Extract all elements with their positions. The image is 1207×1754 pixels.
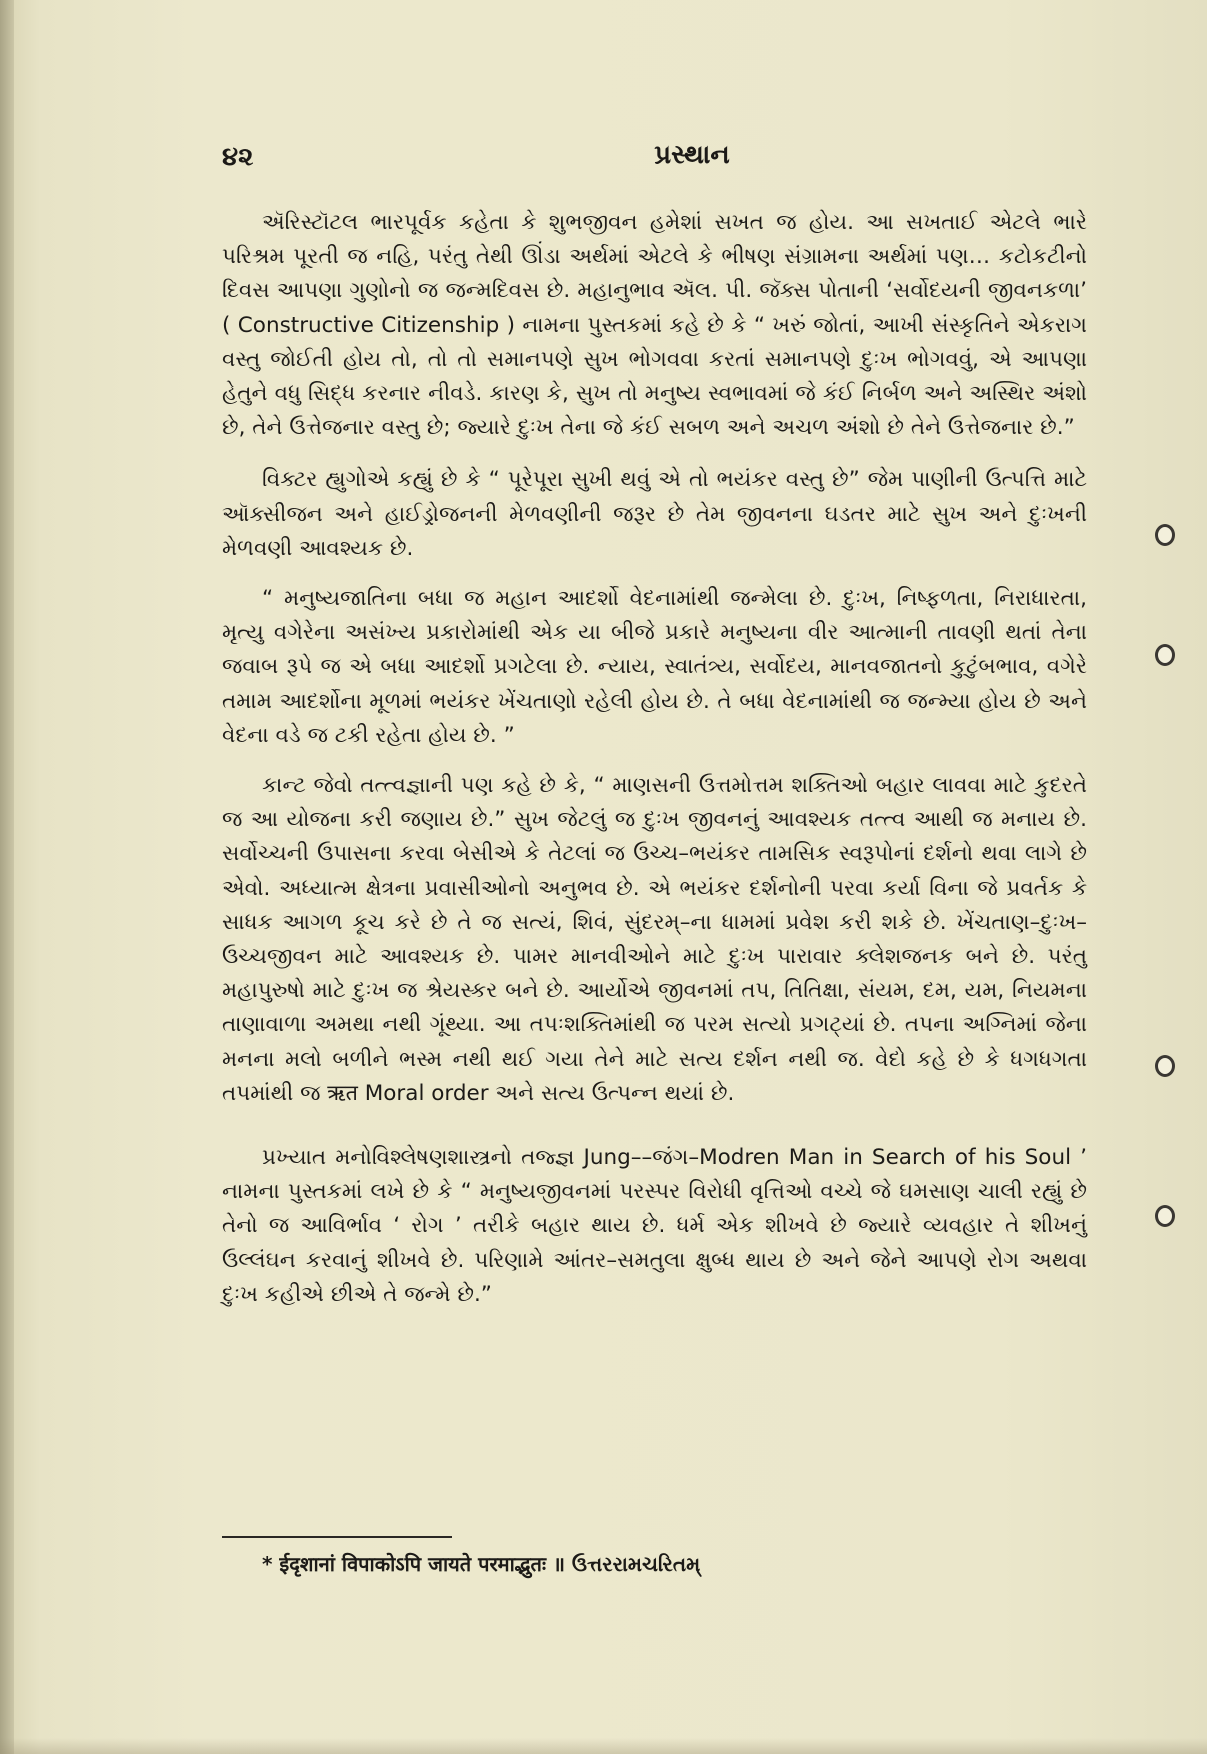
binding-hole-icon — [1155, 644, 1175, 666]
running-title: પ્રસ્થાન — [654, 140, 730, 170]
footnote-divider — [222, 1536, 452, 1538]
binding-hole-icon — [1155, 524, 1175, 546]
paragraph-5: પ્રખ્યાત મનોવિશ્લેષણશાસ્ત્રનો તજ્જ્ઞ Jung––જંગ–Modren Man in Search of his Soul ’ નામના પુસ્તકમાં લખે છે કે “ મનુષ્યજીવનમાં પરસ્પર વિરોધી વૃત્તિઓ વચ્ચે જે ઘમસાણ ચાલી રહ્યું છે તેનો જ આવિર્ભાવ ‘ રોગ ’ તરીકે બહાર થાય છે. ધર્મ એક શીખવે છે જ્યારે વ્યવહાર તે શીખનું ઉલ્લંઘન કરવાનું શીખવે છે. પરિણામે આંતર–સમતુલા ક્ષુબ્ધ થાય છે અને જેને આપણે રોગ અથવા દુઃખ કહીએ છીએ તે જન્મે છે.” — [222, 1145, 1087, 1307]
paragraph-2: વિક્ટર હ્યુગોએ કહ્યું છે કે “ પૂરેપૂરા સુખી થવું એ તો ભયંકર વસ્તુ છે” જેમ પાણીની ઉત્પત્તિ માટે ઑક્સીજન અને હાઈડ્રોજનની મેળવણીની જરૂર છે તેમ જીવનના ઘડતર માટે સુખ અને દુઃખની મેળવણી આવશ્યક છે. — [222, 467, 1087, 561]
binding-hole-icon — [1155, 1055, 1175, 1077]
body-text — [222, 206, 1087, 1312]
page-bottom-edge — [0, 1738, 1207, 1754]
paragraph-3-quote: “ મનુષ્યજાતિના બધા જ મહાન આદર્શો વેદનામાંથી જન્મેલા છે. દુઃખ, નિષ્ફળતા, નિરાધારતા, મૃત્યુ વગેરેના અસંખ્ય પ્રકારોમાંથી એક યા બીજે પ્રકારે મનુષ્યના વીર આત્માની તાવણી થતાં તેના જવાબ રૂપે જ એ બધા આદર્શો પ્રગટેલા છે. ન્યાય, સ્વાતંત્ર્ય, સર્વોદય, માનવજાતનો કુટુંબભાવ, વગેરે તમામ આદર્શોના મૂળમાં ભયંકર ખેંચતાણો રહેલી હોય છે. તે બધા વેદનામાંથી જ જન્મ્યા હોય છે અને વેદના વડે જ ટકી રહેતા હોય છે. ” — [222, 586, 1087, 748]
page-header — [212, 136, 1087, 176]
binding-hole-icon — [1155, 1205, 1175, 1227]
footnote: * ईदृशानां विपाकोऽपि जायते परमाद्भुतः ॥ ઉત્તરરામચરિતમ્ — [262, 1552, 701, 1576]
page-spine-edge — [0, 0, 14, 1754]
page-number: ૪૨ — [222, 142, 254, 172]
paragraph-4: કાન્ટ જેવો તત્ત્વજ્ઞાની પણ કહે છે કે, “ માણસની ઉત્તમોત્તમ શક્તિઓ બહાર લાવવા માટે કુદરતે જ આ યોજના કરી જણાય છે.” સુખ જેટલું જ દુઃખ જીવનનું આવશ્યક તત્ત્વ આથી જ મનાય છે. સર્વોચ્ચની ઉપાસના કરવા બેસીએ કે તેટલાં જ ઉચ્ચ–ભયંકર તામસિક સ્વરૂપોનાં દર્શનો થવા લાગે છે એવો. અધ્યાત્મ ક્ષેત્રના પ્રવાસીઓનો અનુભવ છે. એ ભયંકર દર્શનોની પરવા કર્યા વિના જે પ્રવર્તક કે સાધક આગળ કૂચ કરે છે તે જ સત્યં, શિવં, સુંદરમ્–ના ધામમાં પ્રવેશ કરી શકે છે. ખેંચતાણ–દુઃખ–ઉચ્ચજીવન માટે આવશ્યક છે. પામર માનવીઓને માટે દુઃખ પારાવાર ક્લેશજનક બને છે. પરંતુ મહાપુરુષો માટે દુઃખ જ શ્રેયસ્કર બને છે. આર્યોએ જીવનમાં તપ, તિતિક્ષા, સંયમ, દમ, યમ, નિયમના તાણાવાળા અમથા નથી ગૂંથ્યા. આ તપઃશક્તિમાંથી જ પરમ સત્યો પ્રગટ્યાં છે. તપના અગ્નિમાં જેના મનના મલો બળીને ભસ્મ નથી થઈ ગયા તેને માટે સત્ય દર્શન નથી જ. વેદો કહે છે કે ધગધગતા તપમાંથી જ ऋत Moral order અને સત્ય ઉત્પન્ન થયાં છે. — [222, 773, 1087, 1106]
paragraph-1: ઍરિસ્ટૉટલ ભારપૂર્વક કહેતા કે શુભજીવન હમેશાં સખત જ હોય. આ સખતાઈ એટલે ભારે પરિશ્રમ પૂરતી જ નહિ, પરંતુ તેથી ઊંડા અર્થમાં એટલે કે ભીષણ સંગ્રામના અર્થમાં પણ… કટોકટીનો દિવસ આપણા ગુણોનો જ જન્મદિવસ છે. મહાનુભાવ ઍલ. પી. જૅક્સ પોતાની ‘સર્વોદયની જીવનકળા’ ( Constructive Citizenship ) નામના પુસ્તકમાં કહે છે કે “ ખરું જોતાં, આખી સંસ્કૃતિને એકરાગ વસ્તુ જોઈતી હોય તો, તો તો સમાનપણે સુખ ભોગવવા કરતાં સમાનપણે દુઃખ ભોગવવું, એ આપણા હેતુને વધુ સિદ્ધ કરનાર નીવડે. કારણ કે, સુખ તો મનુષ્ય સ્વભાવમાં જે કંઈ નિર્બળ અને અસ્થિર અંશો છે, તેને ઉત્તેજનાર વસ્તુ છે; જ્યારે દુઃખ તેના જે કંઈ સબળ અને અચળ અંશો છે તેને ઉત્તેજનાર છે.” — [222, 210, 1087, 441]
